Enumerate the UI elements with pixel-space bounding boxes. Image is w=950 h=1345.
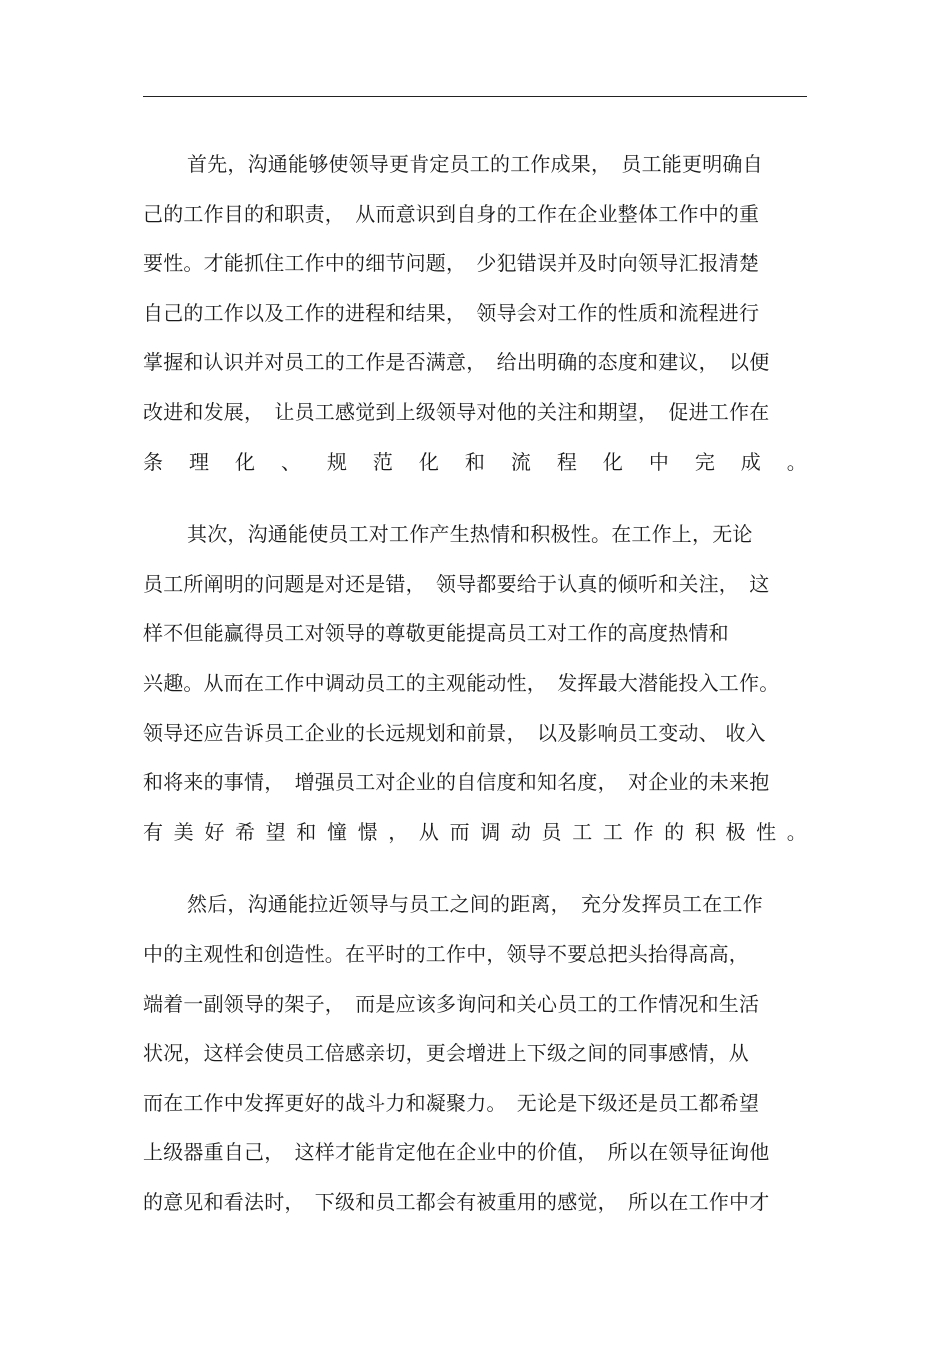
text-line: 端着一副领导的架子， 而是应该多询问和关心员工的工作情况和生活 bbox=[143, 991, 760, 1016]
text-line: 状况，这样会使员工倍感亲切，更会增进上下级之间的同事感情，从 bbox=[143, 1041, 749, 1066]
paragraph-3 bbox=[143, 884, 807, 1231]
text-line: 领导还应告诉员工企业的长远规划和前景， 以及影响员工变动、 收入 bbox=[143, 720, 766, 745]
text-line: 条 理 化 、 规 范 化 和 流 程 化 中 完 成 。 bbox=[143, 449, 807, 474]
text-line: 掌握和认识并对员工的工作是否满意， 给出明确的态度和建议， 以便 bbox=[143, 350, 770, 375]
text-line: 有 美 好 希 望 和 憧 憬 ， 从 而 调 动 员 工 工 作 的 积 极 性 。 bbox=[143, 819, 807, 844]
document-body bbox=[143, 144, 807, 1231]
text-line: 兴趣。从而在工作中调动员工的主观能动性， 发挥最大潜能投入工作。 bbox=[143, 670, 780, 695]
text-line: 己的工作目的和职责， 从而意识到自身的工作在企业整体工作中的重 bbox=[143, 201, 760, 226]
text-line: 而在工作中发挥更好的战斗力和凝聚力。 无论是下级还是员工都希望 bbox=[143, 1090, 760, 1115]
text-line: 员工所阐明的问题是对还是错， 领导都要给于认真的倾听和关注， 这 bbox=[143, 571, 770, 596]
text-line: 的意见和看法时， 下级和员工都会有被重用的感觉， 所以在工作中才 bbox=[143, 1189, 770, 1214]
paragraph-gap bbox=[143, 491, 807, 514]
paragraph-gap bbox=[143, 861, 807, 884]
text-line: 改进和发展， 让员工感觉到上级领导对他的关注和期望， 促进工作在 bbox=[143, 399, 770, 424]
paragraph-2 bbox=[143, 514, 807, 861]
header-rule bbox=[143, 96, 807, 97]
text-line: 样不但能赢得员工对领导的尊敬更能提高员工对工作的高度热情和 bbox=[143, 621, 729, 646]
text-line: 和将来的事情， 增强员工对企业的自信度和知名度， 对企业的未来抱 bbox=[143, 770, 770, 795]
text-line: 首先，沟通能够使领导更肯定员工的工作成果， 员工能更明确自 bbox=[187, 152, 763, 176]
paragraph-1 bbox=[143, 144, 807, 491]
text-line: 自己的工作以及工作的进程和结果， 领导会对工作的性质和流程进行 bbox=[143, 300, 760, 325]
text-line: 然后，沟通能拉近领导与员工之间的距离， 充分发挥员工在工作 bbox=[187, 892, 763, 917]
text-line: 上级器重自己， 这样才能肯定他在企业中的价值， 所以在领导征询他 bbox=[143, 1140, 770, 1165]
text-line: 中的主观性和创造性。在平时的工作中，领导不要总把头抬得高高， bbox=[143, 941, 749, 966]
text-line: 要性。才能抓住工作中的细节问题， 少犯错误并及时向领导汇报清楚 bbox=[143, 251, 760, 276]
text-line: 其次，沟通能使员工对工作产生热情和积极性。在工作上，无论 bbox=[187, 522, 753, 547]
